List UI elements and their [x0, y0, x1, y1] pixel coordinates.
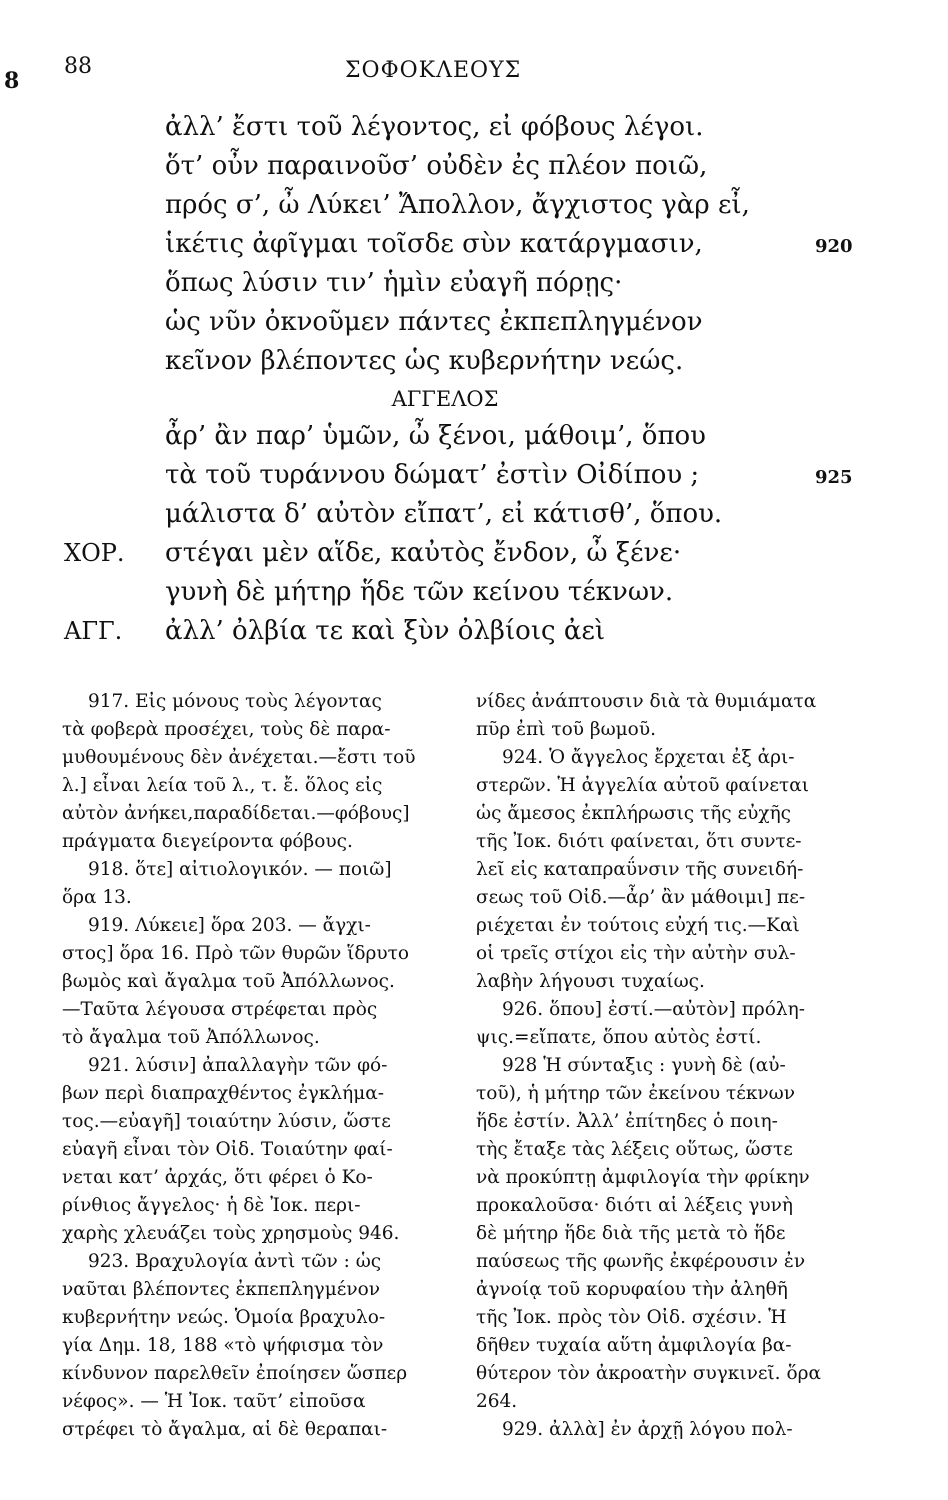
note-line: εὐαγῆ εἶναι τὸν Οἰδ. Τοιαύτην φαί-: [62, 1139, 393, 1160]
note-line: 924. Ὁ ἄγγελος ἔρχεται ἐξ ἀρι-: [502, 747, 795, 768]
note-line: 926. ὅπου] ἐστί.—αὐτὸν] πρόλη-: [502, 999, 805, 1020]
note-line: στος] ὅρα 16. Πρὸ τῶν θυρῶν ἵδρυτο: [62, 943, 409, 964]
note-line: βων περὶ διαπραχθέντος ἐγκλήμα-: [62, 1083, 384, 1104]
verse-text: ὅτ’ οὖν παραινοῦσ’ οὐδὲν ἐς πλέον ποιῶ,: [165, 151, 708, 181]
note-line: 928 Ἡ σύνταξις : γυνὴ δὲ (αὐ-: [502, 1055, 786, 1076]
verse-text: στέγαι μὲν αἵδε, καὐτὸς ἔνδον, ὦ ξένε·: [165, 538, 682, 568]
verse-line: [165, 264, 845, 303]
note-line: μυθουμένους δὲν ἀνέχεται.—ἔστι τοῦ: [62, 747, 416, 768]
note-line: δῆθεν τυχαία αὕτη ἀμφιλογία βα-: [476, 1335, 792, 1356]
verse-text: γυνὴ δὲ μήτηρ ἥδε τῶν κείνου τέκνων.: [165, 577, 674, 607]
note-line: τοῦ), ἡ μήτηρ τῶν ἐκείνου τέκνων: [476, 1083, 795, 1104]
note-line: —Ταῦτα λέγουσα στρέφεται πρὸς: [62, 999, 378, 1020]
note-line: ἥδε ἐστίν. Ἀλλ’ ἐπίτηδες ὁ ποιη-: [476, 1111, 778, 1132]
verse-line: [165, 456, 853, 495]
note-line: λαβὴν λήγουσι τυχαίως.: [476, 971, 705, 992]
note-line: τος.—εὐαγῆ] τοιαύτην λύσιν, ὥστε: [62, 1111, 391, 1132]
note-line: τὸ ἄγαλμα τοῦ Ἀπόλλωνος.: [62, 1027, 320, 1048]
note-line: 921. λύσιν] ἀπαλλαγὴν τῶν φό-: [88, 1055, 388, 1076]
note-line: παύσεως τῆς φωνῆς ἐκφέρουσιν ἐν: [476, 1251, 806, 1272]
note-line: κυβερνήτην νεώς. Ὁμοία βραχυλο-: [62, 1307, 386, 1328]
verse-line: [165, 495, 845, 534]
note-line: γία Δημ. 18, 188 «τὸ ψήφισμα τὸν: [62, 1335, 384, 1356]
note-line: ὡς ἄμεσος ἐκπλήρωσις τῆς εὐχῆς: [476, 803, 792, 824]
verse-line: [165, 147, 845, 186]
note-line: προκαλοῦσα· διότι αἱ λέξεις γυνὴ: [476, 1195, 793, 1216]
line-number: 925: [815, 467, 853, 488]
verse-line: [64, 534, 845, 573]
note-line: νίδες ἀνάπτουσιν διὰ τὰ θυμιάματα: [476, 691, 817, 712]
note-line: πῦρ ἐπὶ τοῦ βωμοῦ.: [476, 719, 656, 740]
note-line: τῆς Ἰοκ. διότι φαίνεται, ὅτι συντε-: [476, 831, 802, 852]
verse-line: [165, 225, 853, 264]
note-line: βωμὸς καὶ ἄγαλμα τοῦ Ἀπόλλωνος.: [62, 971, 395, 992]
speaker-label: ΧΟΡ.: [64, 539, 125, 567]
note-line: 929. ἀλλὰ] ἐν ἀρχῇ λόγου πολ-: [502, 1419, 793, 1440]
note-line: οἱ τρεῖς στίχοι εἰς τὴν αὐτὴν συλ-: [476, 943, 796, 964]
verse-text: μάλιστα δ’ αὐτὸν εἴπατ’, εἰ κάτισθ’, ὅπου.: [165, 499, 723, 529]
note-line: ψις.=εἴπατε, ὅπου αὐτὸς ἐστί.: [476, 1027, 762, 1048]
note-line: χαρὴς χλευάζει τοὺς χρησμοὺς 946.: [62, 1223, 400, 1244]
verse-line: [165, 573, 845, 612]
note-line: δὲ μήτηρ ἥδε διὰ τῆς μετὰ τὸ ἥδε: [476, 1223, 786, 1244]
verse-line: [165, 186, 845, 225]
verse-text: κεῖνον βλέποντες ὡς κυβερνήτην νεώς.: [165, 346, 684, 376]
notes-column-right: [476, 688, 876, 1444]
page-number: 88: [64, 54, 92, 79]
note-line: αὐτὸν ἀνήκει,παραδίδεται.—φόβους]: [62, 803, 410, 824]
note-line: 264.: [476, 1391, 518, 1412]
note-line: 919. Λύκειε] ὅρα 203. — ἄγχι-: [88, 915, 371, 936]
speaker-label: ΑΓΓ.: [64, 617, 123, 645]
verse-text: ἱκέτις ἀφῖγμαι τοῖσδε σὺν κατάργμασιν,: [165, 229, 703, 259]
note-line: νὰ προκύπτῃ ἀμφιλογία τὴν φρίκην: [476, 1167, 810, 1188]
note-line: λεῖ εἰς καταπραΰνσιν τῆς συνειδή-: [476, 859, 804, 880]
note-line: ναῦται βλέποντες ἐκπεπληγμένον: [62, 1279, 380, 1300]
verse-text: πρός σ’, ὦ Λύκει’ Ἄπολλον, ἄγχιστος γὰρ εἶ,: [165, 190, 750, 220]
edge-mark: 8: [4, 68, 20, 94]
verse-line: [64, 612, 845, 651]
note-line: στρέφει τὸ ἄγαλμα, αἱ δὲ θεραπαι-: [62, 1419, 388, 1440]
note-line: τῆς Ἰοκ. πρὸς τὸν Οἰδ. σχέσιν. Ἡ: [476, 1307, 787, 1328]
verse-text: ἆρ’ ἂν παρ’ ὑμῶν, ὦ ξένοι, μάθοιμ’, ὅπου: [165, 421, 706, 451]
note-line: κίνδυνον παρελθεῖν ἐποίησεν ὥσπερ: [62, 1363, 408, 1384]
note-line: νεται κατ’ ἀρχάς, ὅτι φέρει ὁ Κο-: [62, 1167, 373, 1188]
note-line: τὴς ἔταξε τὰς λέξεις οὕτως, ὥστε: [476, 1139, 793, 1160]
verse-text: ἀλλ’ ὀλβία τε καὶ ξὺν ὀλβίοις ἀεὶ: [165, 616, 606, 646]
verse-text: ὅπως λύσιν τιν’ ἡμὶν εὐαγῆ πόρῃς·: [165, 268, 623, 298]
note-line: λ.] εἶναι λεία τοῦ λ., τ. ἔ. ὅλος εἰς: [62, 775, 383, 796]
note-line: 923. Βραχυλογία ἀντὶ τῶν : ὡς: [88, 1251, 382, 1272]
verse-line: [165, 417, 845, 456]
note-line: ἀγνοίᾳ τοῦ κορυφαίου τὴν ἀληθῆ: [476, 1279, 788, 1300]
verse-line: [165, 108, 845, 147]
note-line: τὰ φοβερὰ προσέχει, τοὺς δὲ παρα-: [62, 719, 391, 740]
verse-text: ἀλλ’ ἔστι τοῦ λέγοντος, εἰ φόβους λέγοι.: [165, 112, 704, 142]
note-line: ριέχεται ἐν τούτοις εὐχή τις.—Καὶ: [476, 915, 800, 936]
line-number: 920: [815, 236, 853, 257]
note-line: ρίνθιος ἄγγελος· ἡ δὲ Ἰοκ. περι-: [62, 1195, 361, 1216]
note-line: σεως τοῦ Οἰδ.—ἆρ’ ἂν μάθοιμι] πε-: [476, 887, 806, 908]
note-line: νέφος». — Ἡ Ἰοκ. ταῦτ’ εἰποῦσα: [62, 1391, 366, 1412]
verse-lines-part-1: [165, 108, 853, 381]
notes-column-left: [62, 688, 462, 1444]
note-line: 918. ὅτε] αἰτιολογικόν. — ποιῶ]: [88, 859, 392, 880]
verse-lines-part-2: [64, 417, 853, 651]
verse-line: [165, 342, 845, 381]
note-line: στερῶν. Ἡ ἀγγελία αὐτοῦ φαίνεται: [476, 775, 809, 796]
note-line: 917. Εἰς μόνους τοὺς λέγοντας: [88, 691, 382, 712]
note-line: θύτερον τὸν ἀκροατὴν συγκινεῖ. ὅρα: [476, 1363, 821, 1384]
verse-text: ὡς νῦν ὀκνοῦμεν πάντες ἐκπεπληγμένον: [165, 307, 703, 337]
verse-block: [64, 108, 853, 651]
note-line: ὅρα 13.: [62, 887, 132, 908]
verse-line: [165, 303, 845, 342]
verse-text: τὰ τοῦ τυράννου δώματ’ ἐστὶν Οἰδίπου ;: [165, 460, 700, 490]
note-line: πράγματα διεγείροντα φόβους.: [62, 831, 353, 852]
running-title: ΣΟΦΟΚΛΕΟΥΣ: [345, 58, 522, 83]
speaker-heading: ΑΓΓΕΛΟΣ: [391, 387, 499, 411]
